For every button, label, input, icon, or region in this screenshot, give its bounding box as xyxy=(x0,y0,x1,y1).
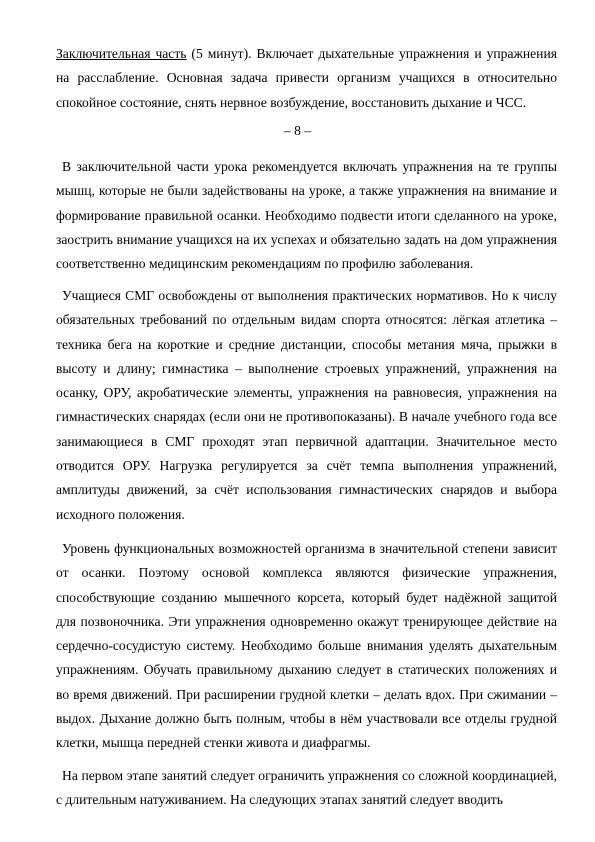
page-number: – 8 – xyxy=(283,123,312,138)
intro-text: (5 минут). Включает дыхательные упражнения и упражнения на расслабление. Основная задача привести организм учащихся в относительно спокойное состояние, снять нервное возбуждение, восстановить дыхание и ЧСС. xyxy=(56,46,557,110)
intro-paragraph xyxy=(56,42,557,115)
paragraph-functional-capabilities: Уровень функциональных возможностей организма в значительной степени зависит от осанки. Поэтому основой комплекса являются физические упражнения, способствующие созданию мышечного корсета, который будет надёжной защитой для позвоночника. Эти упражнения одновременно окажут тренирующее действие на сердечно-сосудистую систему. Необходимо больше внимания уделять дыхательным упражнениям. Обучать правильному дыханию следует в статических положениях и во время движений. При расширении грудной клетки – делать вдох. При сжимании – выдох. Дыхание должно быть полным, чтобы в нём участвовали все отделы грудной клетки, мышца передней стенки живота и диафрагмы. xyxy=(56,541,557,751)
intro-heading: Заключительная часть xyxy=(56,46,187,61)
paragraph-final-part: В заключительной части урока рекомендуется включать упражнения на те группы мышц, которые не были задействованы на уроке, а также упражнения на внимание и формирование правильной осанки. Необходимо подвести итоги сделанного на уроке, заострить внимание учащихся на их успехах и обязательно задать на дом упражнения соответственно медицинским рекомендациям по профилю заболевания. xyxy=(56,159,557,272)
paragraph-smg-requirements: Учащиеся СМГ освобождены от выполнения практических нормативов. Но к числу обязательных требований по отдельным видам спорта относятся: лёгкая атлетика – техника бега на короткие и средние дистанции, способы метания мяча, прыжки в высоту и длину; гимнастика – выполнение строевых упражнений, упражнения на осанку, ОРУ, акробатические элементы, упражнения на равновесия, упражнения на гимнастических снарядах (если они не противопоказаны). В начале учебного года все занимающиеся в СМГ проходят этап первичной адаптации. Значительное место отводится ОРУ. Нагрузка регулируется за счёт темпа выполнения упражнений, амплитуды движений, за счёт использования гимнастических снарядов и выбора исходного положения. xyxy=(56,288,557,522)
paragraph-first-stage: На первом этапе занятий следует ограничить упражнения со сложной координацией, с длительным натуживанием. На следующих этапах занятий следует вводить xyxy=(56,768,557,808)
